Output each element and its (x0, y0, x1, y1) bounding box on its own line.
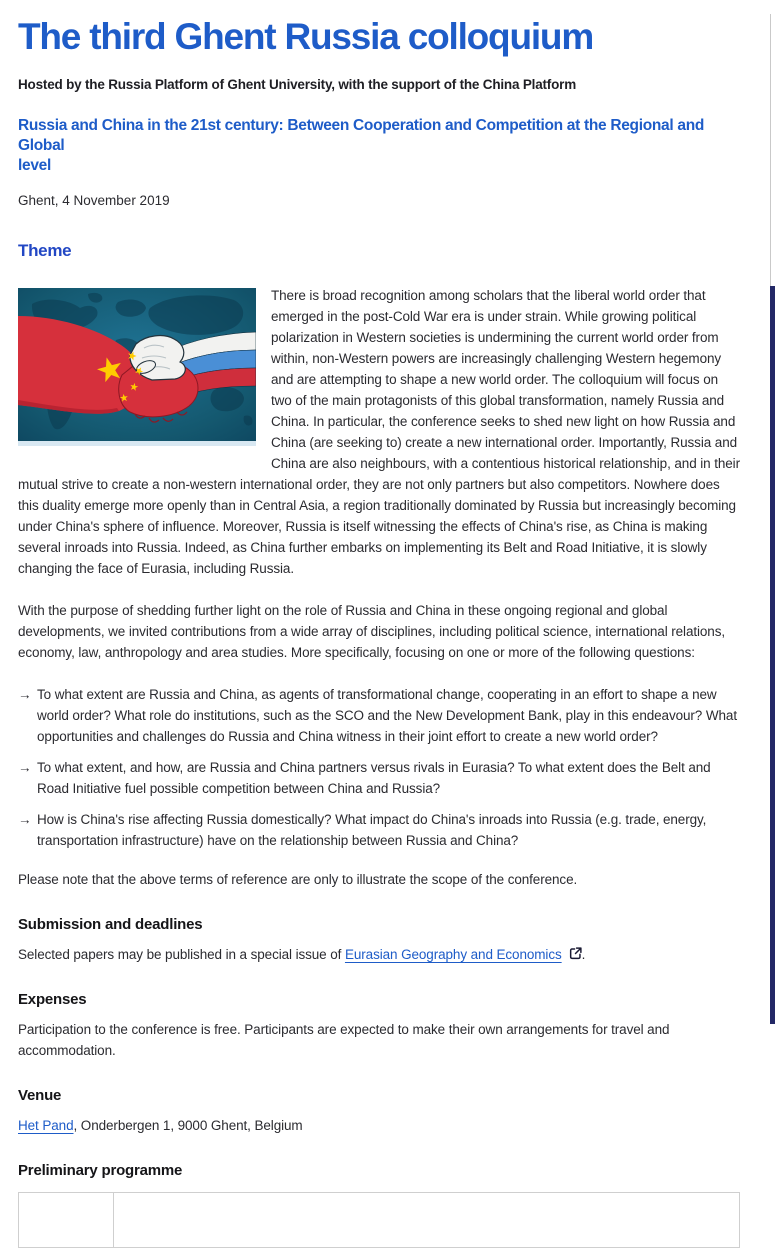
venue-paragraph (18, 1115, 740, 1136)
conference-subtitle-line2: level (18, 157, 51, 174)
programme-detail-cell (114, 1193, 740, 1248)
programme-table-row (19, 1193, 740, 1248)
hosted-by-line: Hosted by the Russia Platform of Ghent University, with the support of the China Platform (18, 77, 577, 92)
programme-time-cell (19, 1193, 114, 1248)
page-content (0, 14, 760, 1248)
arrow-right-icon: → (18, 687, 32, 702)
russia-china-handshake-image (18, 288, 256, 446)
submission-heading: Submission and deadlines (18, 916, 203, 933)
programme-table (18, 1192, 740, 1248)
scrollbar-thumb[interactable] (770, 286, 775, 1024)
theme-heading: Theme (18, 241, 72, 260)
theme-paragraph-2: With the purpose of shedding further light on the role of Russia and China in these ongoing regional and global developments, we invited contributions from a wide array of disciplines, including political science, international relations, economy, law, anthropology and area studies. More specifically, focusing on one or more of the following questions: (18, 603, 726, 660)
question-item-3-text: How is China's rise affecting Russia domestically? What impact do China's inroads into Russia (e.g. trade, energy, transportation infrastructure) have on the relationship between Russia and China? (37, 812, 707, 848)
submission-text-after-link: . (581, 947, 586, 962)
scope-note: Please note that the above terms of reference are only to illustrate the scope of the conference. (18, 872, 578, 887)
question-item-2-text: To what extent, and how, are Russia and China partners versus rivals in Eurasia? To what extent does the Belt and Road Initiative fuel possible competition between China and Russia? (37, 760, 711, 796)
image-bottom-strip (18, 441, 256, 446)
journal-link[interactable]: Eurasian Geography and Economics (344, 947, 562, 962)
venue-heading: Venue (18, 1087, 62, 1104)
submission-text-before-link: Selected papers may be published in a special issue of (18, 947, 345, 962)
conference-subtitle-line1: Russia and China in the 21st century: Between Cooperation and Competition at the Regional and Global (18, 117, 705, 154)
question-item-1 (18, 684, 740, 747)
arrow-right-icon: → (18, 812, 32, 827)
theme-section (18, 285, 740, 600)
expenses-paragraph: Participation to the conference is free. Participants are expected to make their own arrangements for travel and accommodation. (18, 1022, 670, 1058)
venue-address: , Onderbergen 1, 9000 Ghent, Belgium (73, 1118, 303, 1133)
venue-link[interactable]: Het Pand (18, 1118, 74, 1133)
theme-paragraph-1: There is broad recognition among scholars that the liberal world order that emerged in the post-Cold War era is under strain. While growing political polarization in Western societies is undermining the current world order from within, non-Western powers are increasingly challenging Western hegemony and are attempting to shape a new world order. The colloquium will focus on two of the main protagonists of this global transformation, namely Russia and China. In particular, the conference seeks to shed new light on how Russia and China (are seeking to) create a new international order. Importantly, Russia and China are also neighbours, with a contentious historical relationship, and in their mutual strive to create a non-western international order, they are not only partners but also competitors. Nowhere does this duality emerge more openly than in Central Asia, a region traditionally dominated by Russia but increasingly becoming under China's sphere of influence. Moreover, Russia is itself witnessing the effects of China's rise, as China is making several inroads into Russia. Indeed, as China further embarks on implementing its Belt and Road Initiative, it is slowly changing the face of Eurasia, including Russia. (18, 288, 740, 576)
conference-subtitle (18, 116, 740, 176)
question-item-1-text: To what extent are Russia and China, as agents of transformational change, cooperating in an effort to shape a new world order? What role do institutions, such as the SCO and the New Development Bank, play in this endeavour? What opportunities and challenges do Russia and China witness in their joint effort to create a new world order? (37, 687, 737, 744)
question-item-2 (18, 757, 740, 799)
question-list (18, 684, 740, 851)
date-line: Ghent, 4 November 2019 (18, 193, 170, 208)
question-item-3 (18, 809, 740, 851)
external-link-icon[interactable] (569, 947, 582, 960)
submission-paragraph (18, 944, 740, 965)
arrow-right-icon: → (18, 760, 32, 775)
page-title: The third Ghent Russia colloquium (18, 16, 594, 57)
programme-heading: Preliminary programme (18, 1162, 183, 1179)
expenses-heading: Expenses (18, 991, 87, 1008)
